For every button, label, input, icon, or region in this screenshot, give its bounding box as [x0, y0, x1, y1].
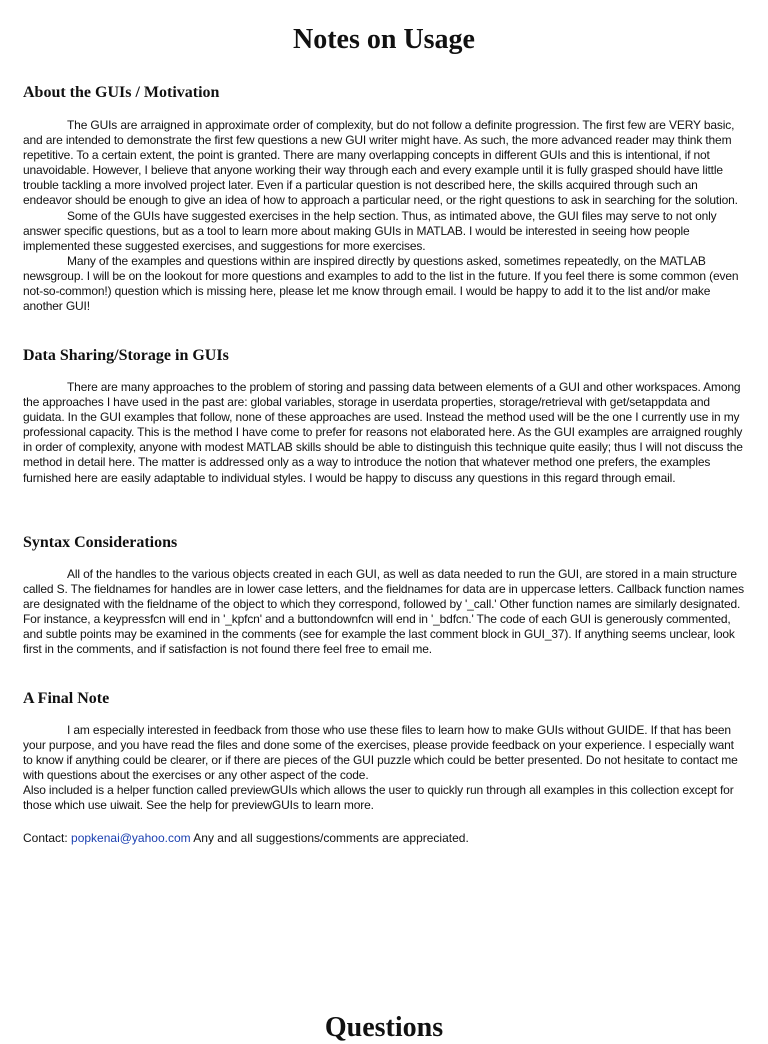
syntax-paragraph-1: All of the handles to the various objects created in each GUI, as well as data needed to run the GUI, are stored in a main structure called S. The fieldnames for handles are in lower case letters, and the fieldnames for data are in uppercase letters. Callback function names are designated with the fieldname of the object to which they correspond, followed by '_call.' Other function names are similarly designated. For instance, a keypressfcn will end in '_kpfcn' and a buttondownfcn will end in '_bdfcn.' The code of each GUI is generously commented, and subtle points may be examined in the comments (see for example the last comment block in GUI_37). If anything seems unclear, look first in the comments, and if satisfaction is not found there feel free to email me. [23, 567, 745, 657]
contact-suffix: Any and all suggestions/comments are appreciated. [190, 831, 469, 845]
section-motivation-body [23, 118, 745, 314]
motivation-paragraph-3: Many of the examples and questions within are inspired directly by questions asked, sometimes repeatedly, on the MATLAB newsgroup. I will be on the lookout for more questions and examples to add to the list in the future. If you feel there is some common (even not-so-common!) question which is missing here, please let me know through email. I would be happy to add it to the list and/or make another GUI! [23, 253, 739, 314]
heading-syntax: Syntax Considerations [23, 534, 178, 551]
heading-data-sharing: Data Sharing/Storage in GUIs [23, 347, 229, 364]
contact-email-link[interactable]: popkenai@yahoo.com [71, 831, 191, 845]
next-page-title: Questions [324, 1012, 444, 1043]
page-title: Notes on Usage [293, 24, 475, 55]
final-paragraph-1: I am especially interested in feedback from those who use these files to learn how to make GUIs without GUIDE. If that has been your purpose, and you have read the files and done some of the exercises, please provide feedback on your experience. I especially want to know if anything could be clearer, or if there are pieces of the GUI puzzle which could be better presented. Do not hesitate to contact me with questions about the exercises or any other aspect of the code. [23, 723, 738, 783]
heading-motivation: About the GUIs / Motivation [23, 84, 220, 101]
data-sharing-paragraph-1: There are many approaches to the problem of storing and passing data between elements of a GUI and other workspaces. Among the approaches I have used in the past are: global variables, storage in userdata properties, storage/retrieval with get/setappdata and guidata. In the GUI examples that follow, none of these approaches are used. Instead the method used will be the one I currently use in my professional capacity. This is the method I have come to prefer for reasons not elaborated here. As the GUI examples are arraigned roughly in order of complexity, anyone with modest MATLAB skills should be able to distinguish this technique quite easily; thus I will not discuss the method in detail here. The matter is addressed only as a way to introduce the notion that whatever method one prefers, the examples furnished here are easily adaptable to individual styles. I would be happy to discuss any questions in this regard through email. [23, 380, 743, 485]
contact-line [23, 831, 745, 846]
final-paragraph-2: Also included is a helper function called previewGUIs which allows the user to quickly run through all examples in this collection except for those which use uiwait. See the help for previewGUIs to learn more. [23, 783, 734, 813]
section-syntax-body [23, 567, 745, 658]
section-data-sharing-body [23, 380, 745, 486]
contact-label: Contact: [23, 831, 72, 845]
heading-final-note: A Final Note [23, 690, 110, 707]
section-final-body [23, 723, 745, 814]
motivation-paragraph-2: Some of the GUIs have suggested exercises in the help section. Thus, as intimated above, the GUI files may serve to not only answer specific questions, but as a tool to learn more about making GUIs in MATLAB. I would be interested in seeing how people implemented these suggested exercises, and suggestions for more exercises. [23, 208, 717, 253]
motivation-paragraph-1: The GUIs are arraigned in approximate order of complexity, but do not follow a definite progression. The first few are VERY basic, and are intended to demonstrate the first few questions a new GUI writer might have. As such, the more advanced reader may think them repetitive. To a certain extent, the point is granted. There are many overlapping concepts in different GUIs and this is intentional, if not unavoidable. However, I believe that anyone working their way through each and every example until it is fully grasped should have little trouble tackling a more involved project later. Even if a particular question is not described here, the skills acquired through such an endeavor should be enough to give an idea of how to approach a particular need, or the right questions to ask in searching for the solution. [23, 118, 738, 208]
